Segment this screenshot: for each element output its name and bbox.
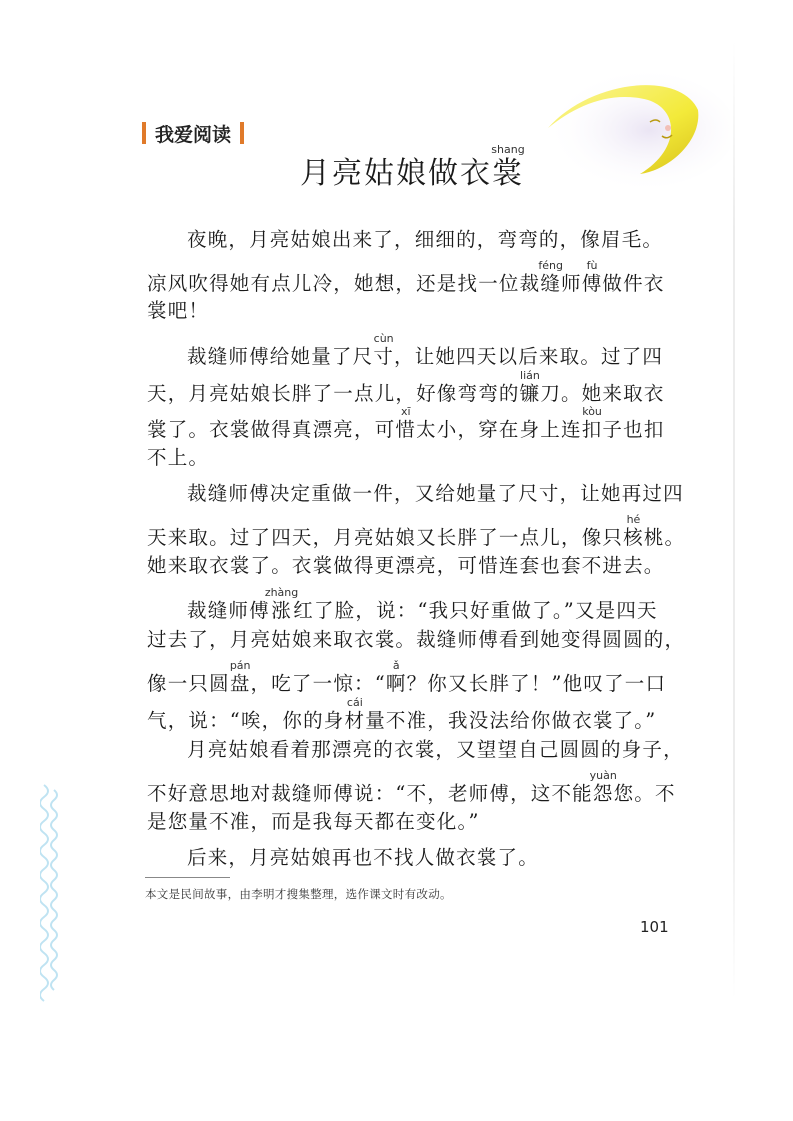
text-segment: 是您量不准，而是我每天都在变化。” — [147, 810, 480, 833]
text-line — [147, 550, 667, 578]
text-segment: 师 — [561, 272, 582, 295]
ruby-annotated-char: 涨zhàng — [264, 586, 299, 622]
text-line — [147, 224, 707, 252]
text-segment: 做件衣 — [602, 272, 665, 295]
text-segment: 裁缝师傅决定重做一件，又给她量了尺寸，让她再过四 — [187, 482, 684, 505]
text-segment: ，让她四天以后来取。过了四 — [394, 345, 664, 368]
ruby-annotated-char: 盘pán — [229, 659, 251, 695]
text-segment: 凉风吹得她有点儿冷，她想，还是找一位裁 — [147, 272, 541, 295]
text-segment: 天，月亮姑娘长胖了一点儿，好像弯弯的 — [147, 382, 520, 405]
text-segment: 裳吧！ — [147, 299, 210, 322]
page-edge-shadow — [733, 40, 735, 1000]
text-segment: 像一只圆 — [147, 672, 230, 695]
ruby-annotated-char: 怨yuàn — [589, 769, 617, 805]
footnote-divider — [145, 877, 230, 878]
text-segment: 夜晚，月亮姑娘出来了，细细的，弯弯的，像眉毛。 — [187, 228, 664, 251]
page-number: 101 — [640, 918, 669, 936]
pinyin-annotation: ǎ — [385, 659, 407, 672]
text-segment: 刀。她来取衣 — [540, 382, 665, 405]
pinyin-annotation: pán — [229, 659, 251, 672]
section-tag-label: 我爱阅读 — [155, 123, 232, 146]
text-segment: 您。不 — [613, 782, 676, 805]
text-line — [147, 295, 667, 323]
text-segment: 过去了，月亮姑娘来取衣裳。裁缝师傅看到她变得圆圆的， — [147, 628, 686, 651]
ruby-annotated-char: 扣kòu — [581, 405, 603, 441]
text-segment: 后来，月亮姑娘再也不找人做衣裳了。 — [187, 846, 539, 869]
text-segment: 她来取衣裳了。衣裳做得更漂亮，可惜连套也套不进去。 — [147, 554, 665, 577]
text-line — [147, 587, 707, 623]
pinyin-annotation: lián — [519, 369, 541, 382]
text-segment: 子也扣 — [602, 418, 665, 441]
text-line — [147, 442, 667, 470]
ruby-annotated-char: 啊ǎ — [385, 659, 407, 695]
text-segment: 不好意思地对裁缝师傅说：“不，老师傅，这不能 — [147, 782, 593, 805]
pinyin-annotation: zhàng — [264, 586, 299, 599]
section-tag — [142, 120, 244, 146]
footnote: 本文是民间故事，由李明才搜集整理，选作课文时有改动。 — [145, 887, 452, 901]
pinyin-annotation: yuàn — [589, 769, 617, 782]
pinyin-annotation: cái — [344, 696, 366, 709]
ruby-annotated-char: 材cái — [344, 696, 366, 732]
text-line — [147, 769, 676, 806]
ruby-annotated-char: 缝féng — [538, 259, 563, 295]
ruby-annotated-char: 核hé — [623, 513, 644, 549]
text-line — [147, 660, 667, 696]
text-line — [147, 478, 707, 506]
text-line — [147, 513, 686, 550]
pinyin-annotation: fù — [581, 259, 603, 272]
text-line — [147, 624, 686, 652]
pinyin-annotation: cùn — [373, 332, 394, 345]
text-segment: 不上。 — [147, 446, 210, 469]
title-text: 月亮姑娘做衣 — [300, 156, 492, 191]
text-line — [147, 370, 667, 406]
ruby-annotated-char: 惜xī — [395, 405, 417, 441]
text-segment: 裁缝师傅 — [187, 599, 270, 622]
pinyin-annotation: féng — [538, 259, 563, 272]
pinyin-annotation: kòu — [581, 405, 603, 418]
pinyin-annotation: hé — [623, 513, 644, 526]
text-line — [147, 734, 707, 762]
ruby-annotated-char: 镰lián — [519, 369, 541, 405]
text-segment: 桃。 — [643, 526, 686, 549]
text-segment: 月亮姑娘看着那漂亮的衣裳，又望望自己圆圆的身子， — [187, 738, 684, 761]
pinyin-annotation: xī — [395, 405, 417, 418]
text-segment: 裳了。衣裳做得真漂亮，可 — [147, 418, 396, 441]
text-segment: ？你又长胖了！”他叹了一口 — [406, 672, 667, 695]
text-segment: ，吃了一惊：“ — [250, 672, 386, 695]
text-segment: 气，说：“唉，你的身 — [147, 709, 345, 732]
ruby-annotated-char: 寸cùn — [373, 332, 395, 368]
lesson-title — [300, 144, 620, 200]
text-segment: 裁缝师傅给她量了尺 — [187, 345, 374, 368]
wave-pattern-decoration — [40, 780, 62, 1010]
title-ruby-pinyin: shang — [491, 143, 525, 156]
text-line — [147, 842, 707, 870]
title-ruby-char: 裳shang — [491, 143, 525, 191]
text-segment: 量不准，我没法给你做衣裳了。” — [365, 709, 657, 732]
text-segment: 太小，穿在身上连 — [416, 418, 582, 441]
text-segment: 红了脸，说：“我只好重做了。”又是四天 — [293, 599, 658, 622]
tag-bar-left — [142, 122, 146, 144]
text-line — [147, 406, 667, 442]
text-line — [147, 260, 667, 296]
tag-bar-right — [240, 122, 244, 144]
text-line — [147, 333, 707, 369]
text-line — [147, 806, 667, 834]
text-line — [147, 697, 667, 733]
ruby-annotated-char: 傅fù — [581, 259, 603, 295]
text-segment: 天来取。过了四天，月亮姑娘又长胖了一点儿，像只 — [147, 526, 624, 549]
